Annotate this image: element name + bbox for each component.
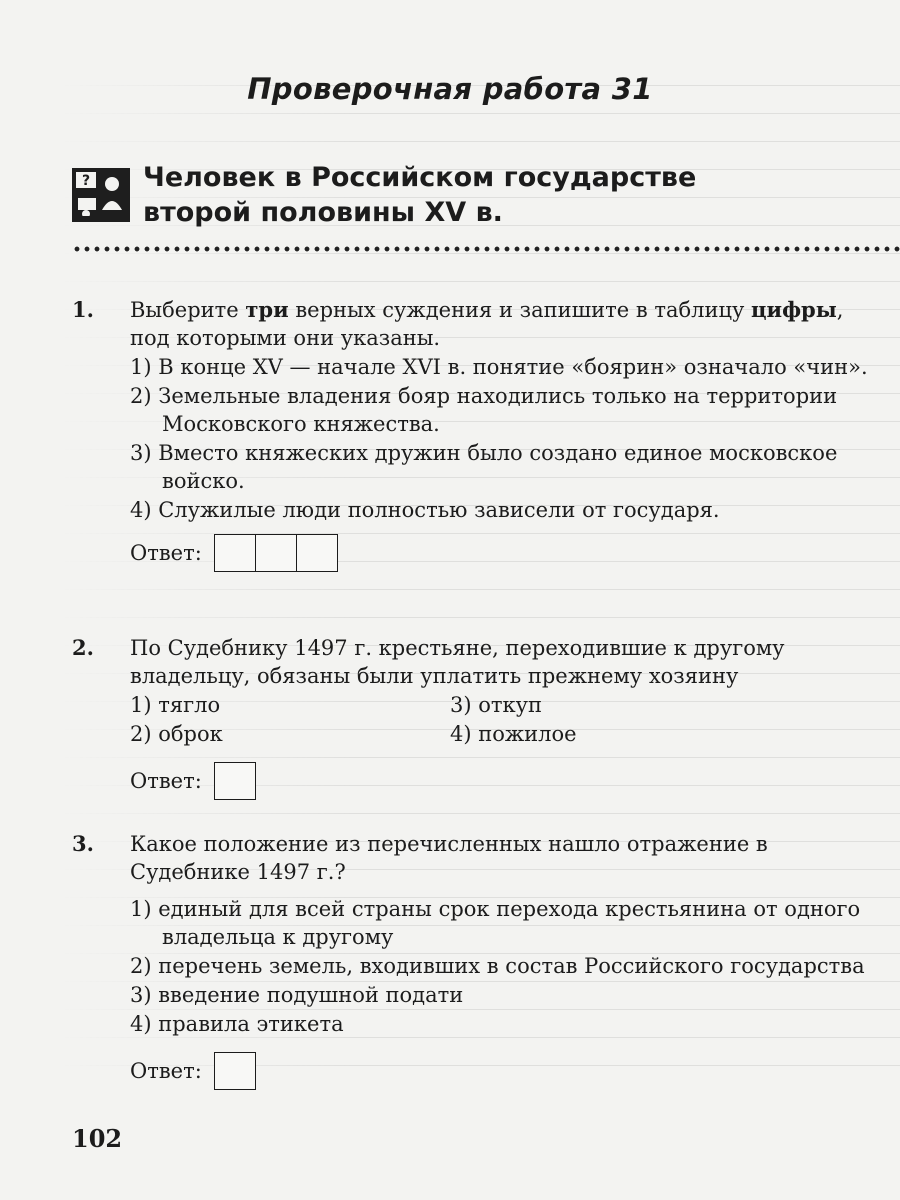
question-number: 2.: [72, 635, 94, 660]
answer-cell[interactable]: [214, 1052, 256, 1090]
text-part: верных суждения и запишите в таблицу: [288, 298, 752, 322]
text-emphasis: три: [245, 297, 289, 322]
option-4: 4) пожилое: [450, 722, 577, 746]
answer-row: [130, 1052, 868, 1090]
question-text: [130, 296, 868, 352]
page-number: 102: [72, 1124, 123, 1153]
question-1: [72, 296, 872, 572]
option-4: 4) Служилые люди полностью зависели от государя.: [130, 498, 720, 522]
answer-cell-3[interactable]: [297, 534, 338, 572]
question-text: По Судебнику 1497 г. крестьяне, переходившие к другому владельцу, обязаны были уплатить прежнему хозяину: [130, 636, 785, 688]
option-1: 1) тягло: [130, 693, 221, 717]
options-grid: [130, 690, 770, 748]
topic-heading: [143, 160, 843, 230]
question-2: [72, 634, 872, 800]
answer-label: Ответ:: [130, 541, 202, 565]
answer-cell[interactable]: [214, 762, 256, 800]
option-2: 2) перечень земель, входивших в состав Российского государства: [130, 954, 865, 978]
option-1: 1) В конце XV — начале XVI в. понятие «боярин» означало «чин».: [130, 355, 868, 379]
svg-text:?: ?: [81, 173, 91, 189]
topic-line-2: второй половины XV в.: [143, 197, 503, 228]
page-title: Проверочная работа 31: [247, 72, 653, 106]
answer-label: Ответ:: [130, 769, 202, 793]
question-text: Какое положение из перечисленных нашло отражение в Судебнике 1497 г.?: [130, 832, 768, 884]
dotted-divider: [72, 245, 900, 253]
answer-row: [130, 762, 868, 800]
option-3: 3) введение подушной подати: [130, 983, 464, 1007]
option-3: 3) откуп: [450, 693, 542, 717]
text-emphasis: цифры: [751, 297, 837, 322]
question-3: [72, 830, 872, 1090]
answer-label: Ответ:: [130, 1059, 202, 1083]
text-part: , под которыми они указаны.: [130, 298, 844, 350]
option-2: 2) Земельные владения бояр находились только на территории Московского княжества.: [130, 384, 838, 436]
text-part: Выберите: [130, 298, 246, 322]
option-1: 1) единый для всей страны срок перехода крестьянина от одного владельца к другому: [130, 897, 861, 949]
option-4: 4) правила этикета: [130, 1012, 344, 1036]
answer-row: [130, 534, 868, 572]
question-number: 3.: [72, 831, 94, 856]
option-2: 2) оброк: [130, 722, 223, 746]
section-logo-icon: [72, 168, 130, 222]
question-number: 1.: [72, 297, 94, 322]
answer-cell-2[interactable]: [256, 534, 297, 572]
option-3: 3) Вместо княжеских дружин было создано единое московское войско.: [130, 441, 838, 493]
topic-line-1: Человек в Российском государстве: [143, 162, 697, 193]
answer-cell-1[interactable]: [214, 534, 256, 572]
